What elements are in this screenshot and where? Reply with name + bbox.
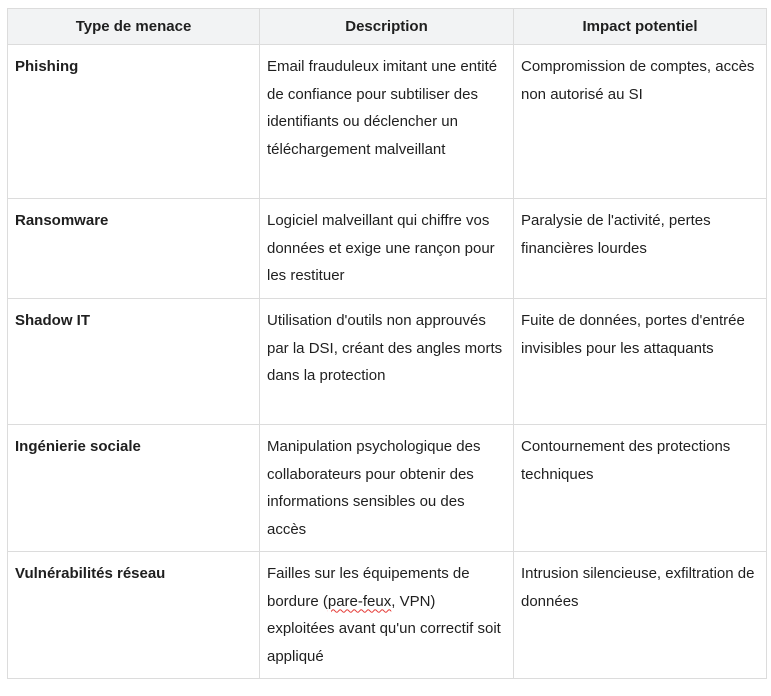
spellcheck-flagged-word[interactable]: pare-feux (327, 592, 392, 610)
cell-type: Ransomware (8, 199, 260, 299)
cell-type: Shadow IT (8, 299, 260, 425)
cell-description: Utilisation d'outils non approuvés par la DSI, créant des angles morts dans la protection (260, 299, 514, 425)
cell-impact: Compromission de comptes, accès non autorisé au SI (514, 45, 767, 199)
header-type: Type de menace (8, 9, 260, 45)
cell-type: Phishing (8, 45, 260, 199)
cell-impact: Contournement des protections techniques (514, 425, 767, 552)
threats-table (7, 8, 767, 679)
cell-type: Vulnérabilités réseau (8, 552, 260, 679)
table-row (8, 552, 767, 679)
table-row (8, 425, 767, 552)
description-text: , VPN) exploitées avant qu'un correctif soit appliqué (267, 592, 501, 665)
cell-impact: Fuite de données, portes d'entrée invisibles pour les attaquants (514, 299, 767, 425)
header-description: Description (260, 9, 514, 45)
header-impact: Impact potentiel (514, 9, 767, 45)
table-header-row (8, 9, 767, 45)
cell-description: Logiciel malveillant qui chiffre vos données et exige une rançon pour les restituer (260, 199, 514, 299)
cell-type: Ingénierie sociale (8, 425, 260, 552)
table-row (8, 45, 767, 199)
table-row (8, 199, 767, 299)
cell-description: Manipulation psychologique des collaborateurs pour obtenir des informations sensibles ou des accès (260, 425, 514, 552)
cell-impact: Intrusion silencieuse, exfiltration de données (514, 552, 767, 679)
table-row (8, 299, 767, 425)
cell-description (260, 552, 514, 679)
cell-impact: Paralysie de l'activité, pertes financières lourdes (514, 199, 767, 299)
description-text: Failles sur les équipements de bordure ( (267, 565, 470, 610)
cell-description: Email frauduleux imitant une entité de confiance pour subtiliser des identifiants ou déclencher un téléchargement malveillant (260, 45, 514, 199)
